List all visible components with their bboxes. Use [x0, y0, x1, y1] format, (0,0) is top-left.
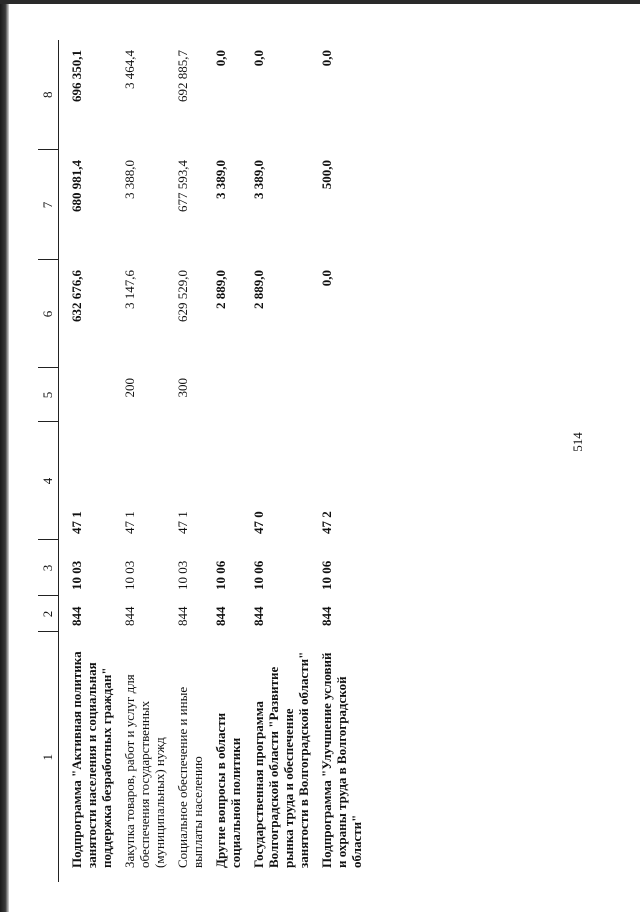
- cell-col7: 680 981,4: [69, 160, 84, 212]
- column-header-4: 4: [38, 422, 59, 540]
- cell-col3: 10 06: [213, 560, 228, 590]
- cell-col6: 2 889,0: [213, 270, 228, 309]
- row-name: Государственная программа Волгоградской области "Развитие рынка труда и обеспечение занятости в Волгоградской области": [251, 651, 311, 868]
- cell-col8: 696 350,1: [69, 50, 84, 102]
- cell-col6: 3 147,6: [122, 270, 137, 309]
- cell-col2: 844: [122, 606, 137, 626]
- cell-col4: 47 1: [122, 511, 137, 534]
- cell-col6: 629 529,0: [175, 270, 190, 322]
- cell-col3: 10 03: [175, 560, 190, 590]
- cell-col7: 677 593,4: [175, 160, 190, 212]
- budget-table: [38, 40, 370, 882]
- page-number: 514: [570, 432, 585, 452]
- cell-col5: [59, 368, 121, 422]
- cell-col5: 300: [175, 378, 190, 398]
- cell-col2: 844: [69, 606, 84, 626]
- column-header-5: 5: [38, 368, 59, 422]
- row-name: Подпрограмма "Улучшение условий и охраны труда в Волгоградской области": [319, 652, 364, 868]
- cell-col3: 10 03: [122, 560, 137, 590]
- cell-col2: 844: [319, 606, 334, 626]
- column-header-7: 7: [38, 150, 59, 260]
- table-row: [120, 40, 173, 882]
- table-row: [317, 40, 370, 882]
- row-name: Подпрограмма "Активная политика занятости населения и социальная поддержка безработных граждан": [69, 651, 114, 868]
- column-header-2: 2: [38, 596, 59, 632]
- cell-col4: 47 2: [319, 511, 334, 534]
- row-name: Социальное обеспечение и иные выплаты населению: [175, 686, 205, 868]
- table-row: [59, 40, 121, 882]
- column-header-1: 1: [38, 632, 59, 882]
- cell-col3: 10 06: [319, 560, 334, 590]
- cell-col6: 0,0: [319, 270, 334, 287]
- row-name: Другие вопросы в области социальной политики: [213, 712, 243, 868]
- column-header-6: 6: [38, 260, 59, 368]
- cell-col6: 632 676,6: [69, 270, 84, 322]
- cell-col4: [211, 422, 249, 540]
- cell-col5: [317, 368, 370, 422]
- cell-col7: 3 388,0: [122, 160, 137, 199]
- cell-col7: 3 389,0: [213, 160, 228, 199]
- cell-col4: 47 0: [251, 511, 266, 534]
- cell-col8: 692 885,7: [175, 50, 190, 102]
- cell-col3: 10 06: [251, 560, 266, 590]
- header-row: [38, 40, 59, 882]
- cell-col7: 3 389,0: [251, 160, 266, 199]
- table-row: [211, 40, 249, 882]
- table-row: [173, 40, 211, 882]
- row-name: Закупка товаров, работ и услуг для обеспечения государственных (муниципальных) нужд: [122, 674, 167, 868]
- cell-col2: 844: [251, 606, 266, 626]
- cell-col8: 3 464,4: [122, 50, 137, 89]
- cell-col2: 844: [213, 606, 228, 626]
- column-header-3: 3: [38, 540, 59, 596]
- cell-col8: 0,0: [213, 50, 228, 67]
- cell-col8: 0,0: [251, 50, 266, 67]
- column-header-8: 8: [38, 40, 59, 150]
- cell-col5: 200: [122, 378, 137, 398]
- cell-col7: 500,0: [319, 160, 334, 190]
- cell-col3: 10 03: [69, 560, 84, 590]
- cell-col4: 47 1: [175, 511, 190, 534]
- cell-col5: [249, 368, 317, 422]
- cell-col2: 844: [175, 606, 190, 626]
- table-row: [249, 40, 317, 882]
- cell-col5: [211, 368, 249, 422]
- cell-col4: 47 1: [69, 511, 84, 534]
- cell-col8: 0,0: [319, 50, 334, 67]
- cell-col6: 2 889,0: [251, 270, 266, 309]
